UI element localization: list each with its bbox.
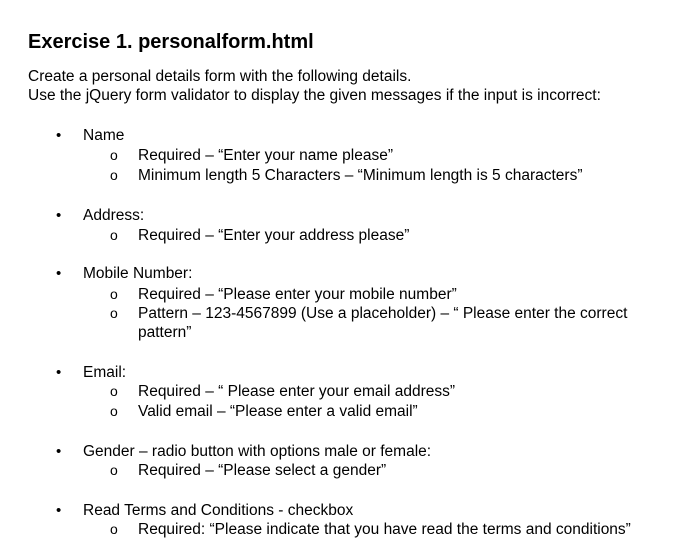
bullet-icon: • (56, 265, 62, 282)
bullet-icon: • (56, 127, 62, 144)
intro-paragraph (28, 67, 601, 105)
rule-terms-required: Required: “Please indicate that you have read the terms and conditions” (138, 521, 631, 538)
field-label-mobile: Mobile Number: (83, 265, 193, 282)
page-title: Exercise 1. personalform.html (28, 31, 314, 53)
bullet-icon: • (56, 502, 62, 519)
field-label-name: Name (83, 127, 125, 144)
rule-email-required: Required – “ Please enter your email address” (138, 383, 456, 400)
sub-bullet-icon: o (110, 383, 118, 399)
field-label-address: Address: (83, 207, 145, 224)
field-label-terms: Read Terms and Conditions - checkbox (83, 502, 354, 519)
bullet-icon: • (56, 443, 62, 460)
rule-email-valid: Valid email – “Please enter a valid email” (138, 403, 418, 420)
rule-name-minlength: Minimum length 5 Characters – “Minimum length is 5 characters” (138, 167, 583, 184)
rule-address-required: Required – “Enter your address please” (138, 227, 410, 244)
sub-bullet-icon: o (110, 462, 118, 478)
sub-bullet-icon: o (110, 305, 118, 321)
sub-bullet-icon: o (110, 403, 118, 419)
rule-mobile-pattern-continued: pattern” (138, 324, 192, 341)
rule-name-required: Required – “Enter your name please” (138, 147, 394, 164)
sub-bullet-icon: o (110, 286, 118, 302)
sub-bullet-icon: o (110, 167, 118, 183)
rule-gender-required: Required – “Please select a gender” (138, 462, 387, 479)
field-label-email: Email: (83, 364, 127, 381)
sub-bullet-icon: o (110, 227, 118, 243)
intro-line-1: Create a personal details form with the following details. (28, 68, 412, 85)
rule-mobile-required: Required – “Please enter your mobile number” (138, 286, 457, 303)
sub-bullet-icon: o (110, 521, 118, 537)
sub-bullet-icon: o (110, 147, 118, 163)
rule-mobile-pattern: Pattern – 123-4567899 (Use a placeholder) – “ Please enter the correct (138, 305, 628, 322)
field-label-gender: Gender – radio button with options male or female: (83, 443, 432, 460)
bullet-icon: • (56, 207, 62, 224)
bullet-icon: • (56, 364, 62, 381)
intro-line-2: Use the jQuery form validator to display the given messages if the input is incorrect: (28, 87, 601, 104)
